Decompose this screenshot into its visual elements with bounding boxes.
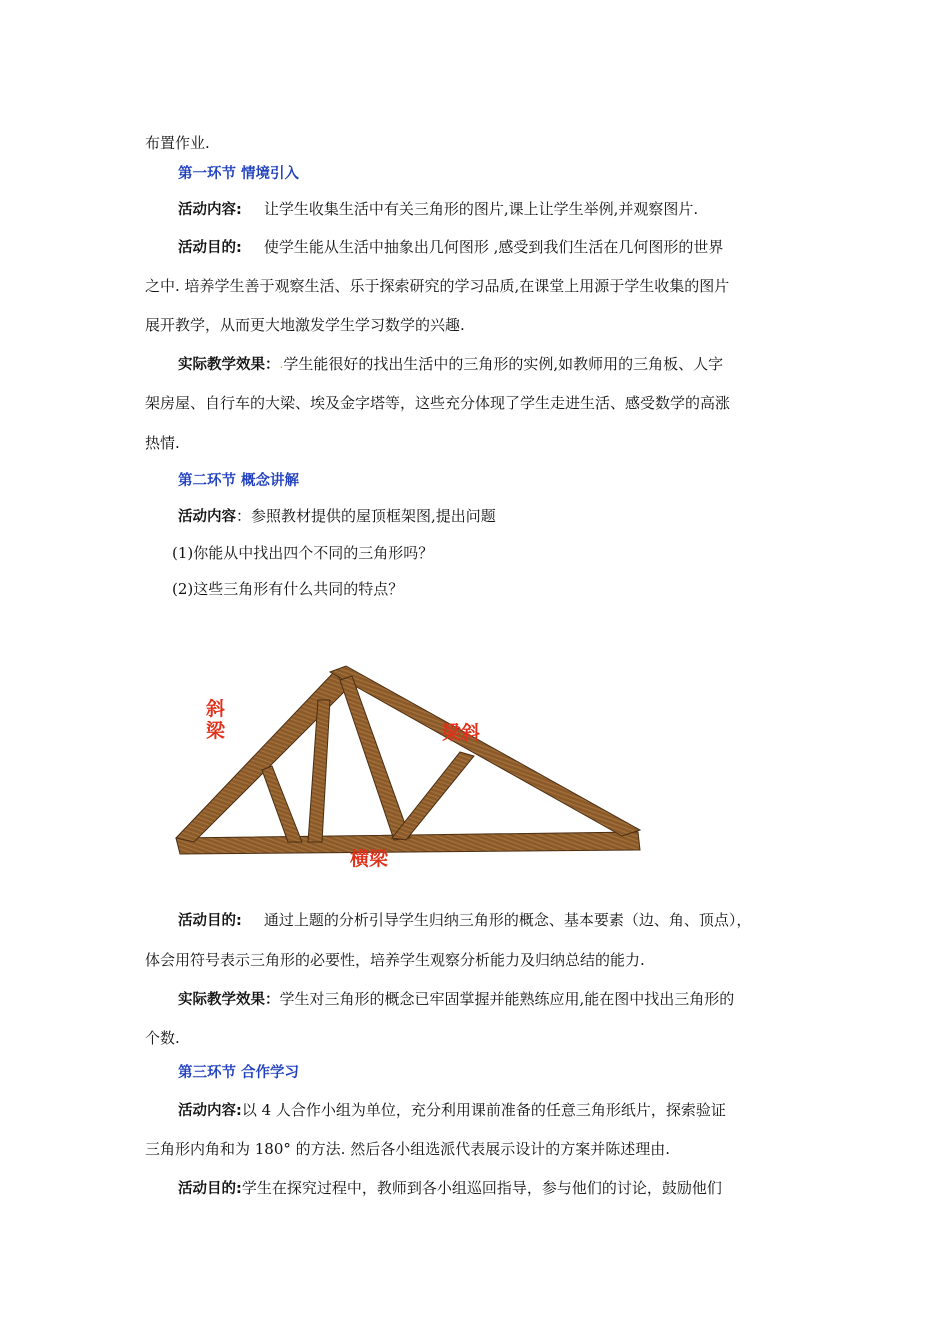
s2-effect — [178, 989, 734, 1010]
s2-purpose — [178, 910, 751, 931]
bullet-dot-icon: . — [279, 357, 284, 371]
paragraph-homework: 布置作业. — [145, 134, 210, 152]
s1-effect-label: 实际教学效果： — [178, 357, 280, 373]
s1-content-label: 活动内容: — [178, 202, 242, 218]
s2-question-2: (2)这些三角形有什么共同的特点？ — [172, 580, 404, 598]
s1-purpose — [178, 237, 723, 258]
s2-content-text: ：参照教材提供的屋顶框架图,提出问题 — [236, 507, 496, 525]
label-rafter-left-1: 斜 — [206, 698, 226, 720]
s1-purpose-label: 活动目的: — [178, 240, 242, 256]
s3-content-line2: 三角形内角和为 180° 的方法. 然后各小组选派代表展示设计的方案并陈述理由. — [145, 1140, 670, 1158]
section-2-heading: 第二环节 概念讲解 — [178, 473, 300, 489]
s3-content-line1: 以 4 人合作小组为单位，充分利用课前准备的任意三角形纸片，探索验证 — [241, 1101, 726, 1119]
s3-purpose-line1: 学生在探究过程中，教师到各小组巡回指导，参与他们的讨论，鼓励他们 — [241, 1179, 722, 1197]
strut-left-diagonal — [262, 766, 302, 842]
s2-effect-line1: 学生对三角形的概念已牢固掌握并能熟练应用,能在图中找出三角形的 — [279, 990, 735, 1008]
s1-effect-line3: 热情. — [145, 434, 180, 452]
s2-content — [178, 506, 496, 527]
s2-effect-label: 实际教学效果： — [178, 992, 280, 1008]
s1-effect — [178, 354, 723, 375]
truss-beams — [176, 666, 640, 854]
strut-right-diagonal — [392, 752, 474, 840]
s3-purpose — [178, 1178, 722, 1199]
s1-content-text: 让学生收集生活中有关三角形的图片,课上让学生举例,并观察图片. — [263, 200, 699, 218]
s2-effect-line2: 个数. — [145, 1029, 180, 1047]
s2-question-1: (1)你能从中找出四个不同的三角形吗？ — [172, 544, 434, 562]
label-rafter-left-2: 梁 — [206, 720, 226, 742]
s2-purpose-label: 活动目的: — [178, 913, 242, 929]
section-1-heading: 第一环节 情境引入 — [178, 166, 300, 182]
s3-content-label: 活动内容: — [178, 1103, 242, 1119]
label-rafter-right: 梁斜 — [442, 722, 481, 744]
s2-purpose-line1: 通过上题的分析引导学生归纳三角形的概念、基本要素（边、角、顶点）， — [263, 911, 752, 929]
s2-content-label: 活动内容 — [178, 509, 236, 525]
s3-purpose-label: 活动目的: — [178, 1181, 242, 1197]
s1-purpose-line1: 使学生能从生活中抽象出几何图形 ,感受到我们生活在几何图形的世界 — [263, 238, 724, 256]
section-3-heading: 第三环节 合作学习 — [178, 1065, 300, 1081]
s2-purpose-line2: 体会用符号表示三角形的必要性，培养学生观察分析能力及归纳总结的能力. — [145, 951, 645, 969]
s1-content — [178, 199, 698, 220]
s1-purpose-line2: 之中. 培养学生善于观察生活、乐于探索研究的学习品质,在课堂上用源于学生收集的图片 — [145, 277, 730, 295]
s1-effect-line2: 架房屋、自行车的大梁、埃及金字塔等，这些充分体现了学生走进生活、感受数学的高涨 — [145, 394, 731, 412]
s1-purpose-line3: 展开教学，从而更大地激发学生学习数学的兴趣. — [145, 316, 465, 334]
roof-truss-figure — [170, 660, 650, 865]
s1-effect-line1: 学生能很好的找出生活中的三角形的实例,如教师用的三角板、人字 — [283, 355, 724, 373]
label-tie-beam: 横梁 — [350, 848, 389, 870]
s3-content — [178, 1100, 726, 1121]
